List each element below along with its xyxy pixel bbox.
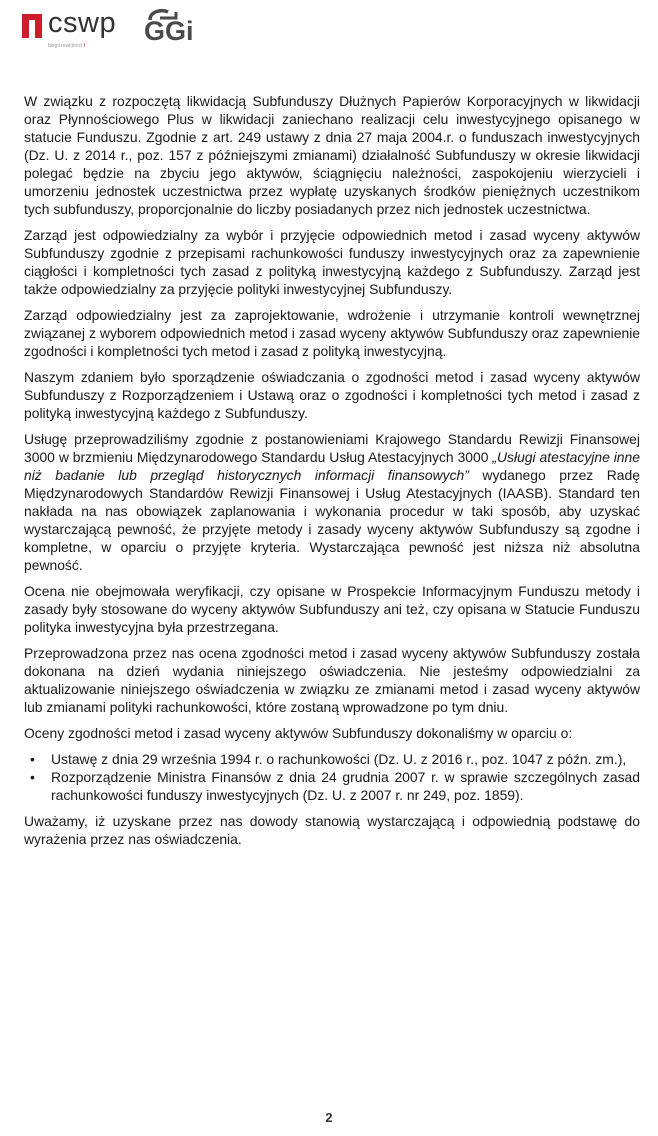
paragraph-conclusion: Uważamy, iż uzyskane przez nas dowody stanowią wystarczającą i odpowiednią podstawę do wyrażenia przez nas oświadczenia.	[24, 813, 640, 847]
cswp-logo-text: cswp	[48, 7, 117, 39]
paragraph-standard	[24, 430, 640, 574]
cswp-tagline-left: biegli rewidenci	[48, 43, 83, 49]
paragraph-assessment-date: Przeprowadzona przez nas ocena zgodności metod i zasad wyceny aktywów Subfunduszy została dokonana na dzień wydania niniejszego oświadczenia. Nie jesteśmy odpowiedzialni za aktualizowanie niniejszego oświadczenia w związku ze zmianami metod i zasad wyceny aktywów lub zmianami polityki rachunkowości, które zostaną wprowadzone po tym dniu.	[24, 645, 640, 715]
list-item	[24, 750, 640, 768]
ggi-logo	[144, 6, 214, 50]
list-item-text: Ustawę z dnia 29 września 1994 r. o rachunkowości (Dz. U. z 2016 r., poz. 1047 z późn. zm.),	[51, 751, 627, 767]
cswp-logo-mark	[22, 14, 42, 38]
paragraph-basis-intro: Oceny zgodności metod i zasad wyceny aktywów Subfunduszy dokonaliśmy w oparciu o:	[24, 725, 573, 741]
paragraph-scope-exclusion: Ocena nie obejmowała weryfikacji, czy opisane w Prospekcie Informacyjnym Funduszu metody i zasady były stosowane do wyceny aktywów Subfunduszy ani też, czy opisana w Statucie Funduszu polityka inwestycyjna była przestrzegana.	[24, 583, 640, 635]
bullet-icon: •	[30, 751, 35, 767]
paragraph-board-responsibility: Zarząd jest odpowiedzialny za wybór i przyjęcie odpowiednich metod i zasad wyceny aktywów Subfunduszy zgodnie z przepisami rachunkowości funduszy inwestycyjnych oraz za zapewnienie ciągłości i kompletności tych zasad z polityką inwestycyjną każdego z Subfunduszy. Zarząd jest także odpowiedzialny za przyjęcie polityki inwestycyjnej Subfunduszy.	[24, 227, 640, 297]
paragraph-liquidation: W związku z rozpoczętą likwidacją Subfunduszy Dłużnych Papierów Korporacyjnych w likwidacji oraz Płynnościowego Plus w likwidacji zaniechano realizacji celu inwestycyjnego opisanego w statucie Funduszu. Zgodnie z art. 249 ustawy z dnia 27 maja 2004.r. o funduszach inwestycyjnych (Dz. U. z 2014 r., poz. 157 z późniejszymi zmianami) działalność Subfunduszy w okresie likwidacji polegać będzie na zbyciu jego aktywów, ściągnięciu należności, zaspokojeniu wierzycieli i umorzeniu jednostek uczestnictwa przez wypłatę uzyskanych środków pieniężnych uczestnikom tych subfunduszy, proporcjonalnie do liczby posiadanych przez nich jednostek uczestnictwa.	[24, 93, 640, 217]
document-body	[24, 92, 640, 856]
list-item	[24, 768, 640, 804]
page-header	[22, 6, 322, 50]
list-item-text: Rozporządzenie Ministra Finansów z dnia 24 grudnia 2007 r. w sprawie szczególnych zasad rachunkowości funduszy inwestycyjnych (Dz. U. z 2007 r. nr 249, poz. 1859).	[51, 769, 640, 803]
cswp-logo	[22, 7, 132, 50]
standard-title-italic: „Usługi atestacyjne inne niż badanie lub przegląd historycznych informacji finansowych”	[24, 449, 640, 483]
standard-text-before: Usługę przeprowadziliśmy zgodnie z postanowieniami Krajowego Standardu Rewizji Finansowej 3000 w brzmieniu Międzynarodowego Standardu Usług Atestacyjnych 3000	[24, 431, 640, 465]
basis-list	[24, 750, 640, 804]
cswp-tagline-right: I	[83, 43, 85, 49]
paragraph-our-task: Naszym zdaniem było sporządzenie oświadczania o zgodności metod i zasad wyceny aktywów Subfunduszy z Rozporządzeniem i Ustawą oraz o zgodności i kompletności tych metod i zasad z polityką inwestycyjną każdego z Subfunduszy.	[24, 369, 640, 421]
standard-text-after: wydanego przez Radę Międzynarodowych Standardów Rewizji Finansowej i Usług Atestacyjnych (IAASB). Standard ten nakłada na nas obowiązek zaplanowania i wykonania procedur w taki sposób, aby uzyskać wystarczającą pewność, że przyjęte metody i zasady wyceny aktywów Subfunduszy są zgodne i kompletne, w oparciu o przyjęte kryteria. Wystarczająca pewność jest niższa niż absolutna pewność.	[24, 467, 640, 573]
paragraph-internal-control: Zarząd odpowiedzialny jest za zaprojektowanie, wdrożenie i utrzymanie kontroli wewnętrznej związanej z wyborem odpowiednich metod i zasad wyceny aktywów Subfunduszy oraz zapewnienie zgodności i kompletności tych metod i zasad z polityką inwestycyjną.	[24, 307, 640, 359]
cswp-logo-tagline	[48, 43, 85, 49]
page-number: 2	[325, 1110, 333, 1125]
bullet-icon: •	[30, 769, 35, 785]
ggi-logo-text: GGi	[144, 16, 194, 46]
